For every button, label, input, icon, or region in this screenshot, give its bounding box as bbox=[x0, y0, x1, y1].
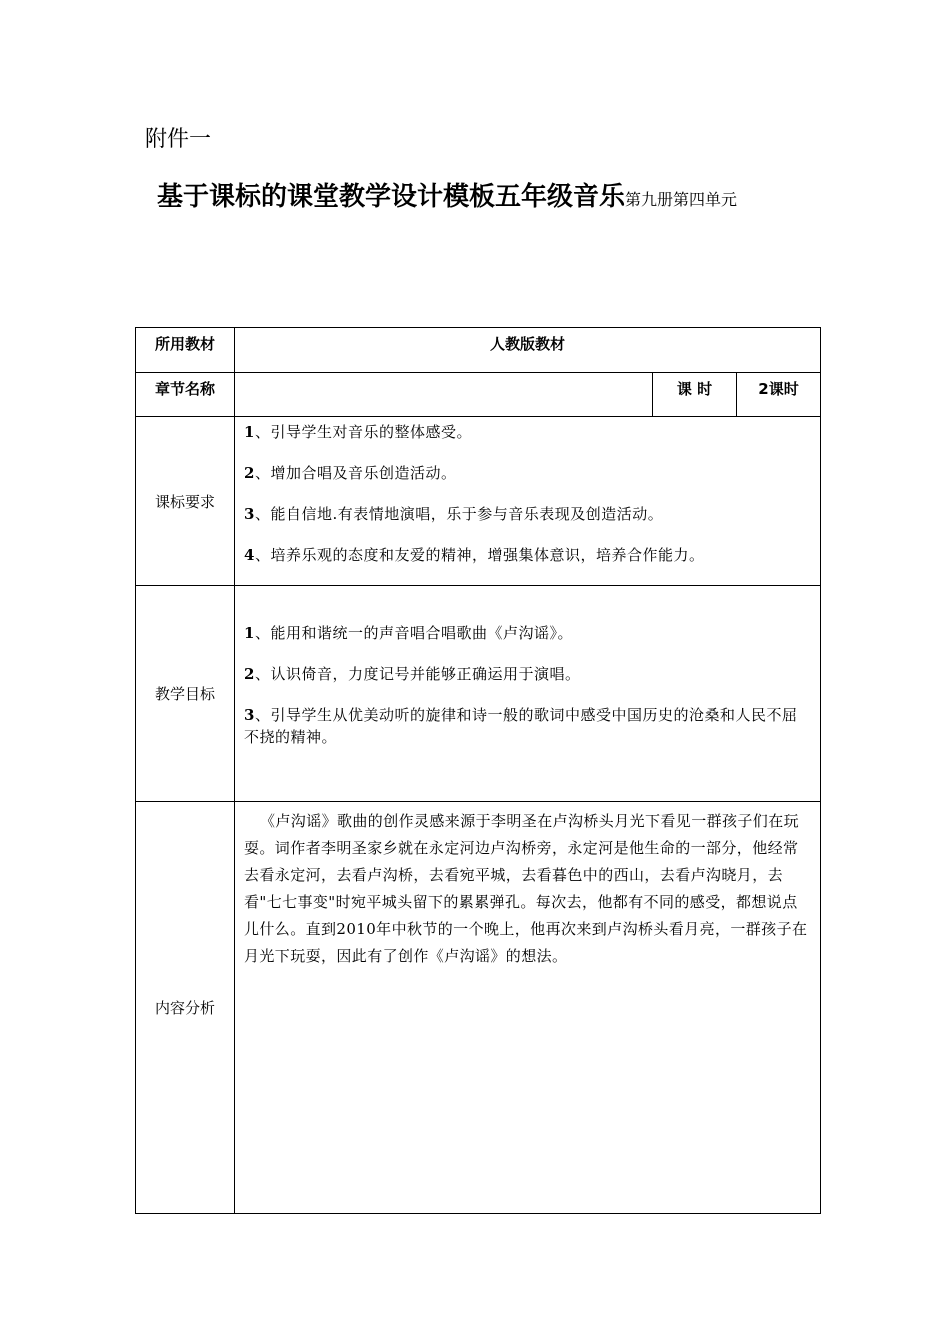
goal-item: 3、引导学生从优美动听的旋律和诗一般的歌词中感受中国历史的沧桑和人民不屈不挠的精神。 bbox=[244, 706, 798, 746]
standards-list bbox=[235, 417, 821, 586]
document-title bbox=[157, 176, 737, 213]
standards-label: 课标要求 bbox=[136, 417, 235, 586]
standard-item: 4、培养乐观的态度和友爱的精神，增强集体意识，培养合作能力。 bbox=[244, 546, 705, 564]
standard-item: 3、能自信地.有表情地演唱，乐于参与音乐表现及创造活动。 bbox=[244, 505, 664, 523]
analysis-label: 内容分析 bbox=[136, 802, 235, 1214]
goals-label: 教学目标 bbox=[136, 586, 235, 802]
title-subtitle: 第九册第四单元 bbox=[625, 190, 738, 209]
goal-item: 1、能用和谐统一的声音唱合唱歌曲《卢沟谣》。 bbox=[244, 624, 573, 642]
row-analysis bbox=[136, 802, 821, 1214]
analysis-text: 《卢沟谣》歌曲的创作灵感来源于李明圣在卢沟桥头月光下看见一群孩子们在玩耍。词作者李明圣家乡就在永定河边卢沟桥旁，永定河是他生命的一部分，他经常去看永定河，去看卢沟桥，去看宛平城，去看暮色中的西山，去看卢沟晓月，去看"七七事变"时宛平城头留下的累累弹孔。每次去，他都有不同的感受，都想说点儿什么。直到2010年中秋节的一个晚上，他再次来到卢沟桥头看月亮，一群孩子在月光下玩耍，因此有了创作《卢沟谣》的想法。 bbox=[235, 802, 821, 1214]
textbook-label: 所用教材 bbox=[136, 328, 235, 373]
class-hours-value: 2课时 bbox=[737, 373, 821, 417]
textbook-value: 人教版教材 bbox=[235, 328, 821, 373]
row-standards bbox=[136, 417, 821, 586]
chapter-label: 章节名称 bbox=[136, 373, 235, 417]
row-textbook bbox=[136, 328, 821, 373]
goal-item: 2、认识倚音，力度记号并能够正确运用于演唱。 bbox=[244, 665, 581, 683]
standard-item: 1、引导学生对音乐的整体感受。 bbox=[244, 423, 472, 441]
standard-item: 2、增加合唱及音乐创造活动。 bbox=[244, 464, 457, 482]
row-goals bbox=[136, 586, 821, 802]
class-hours-label: 课 时 bbox=[653, 373, 737, 417]
goals-list bbox=[235, 586, 821, 802]
chapter-value bbox=[235, 373, 653, 417]
attachment-label: 附件一 bbox=[145, 127, 212, 152]
row-chapter bbox=[136, 373, 821, 417]
lesson-design-table bbox=[135, 327, 821, 1214]
title-main: 基于课标的课堂教学设计模板五年级音乐 bbox=[157, 182, 626, 212]
